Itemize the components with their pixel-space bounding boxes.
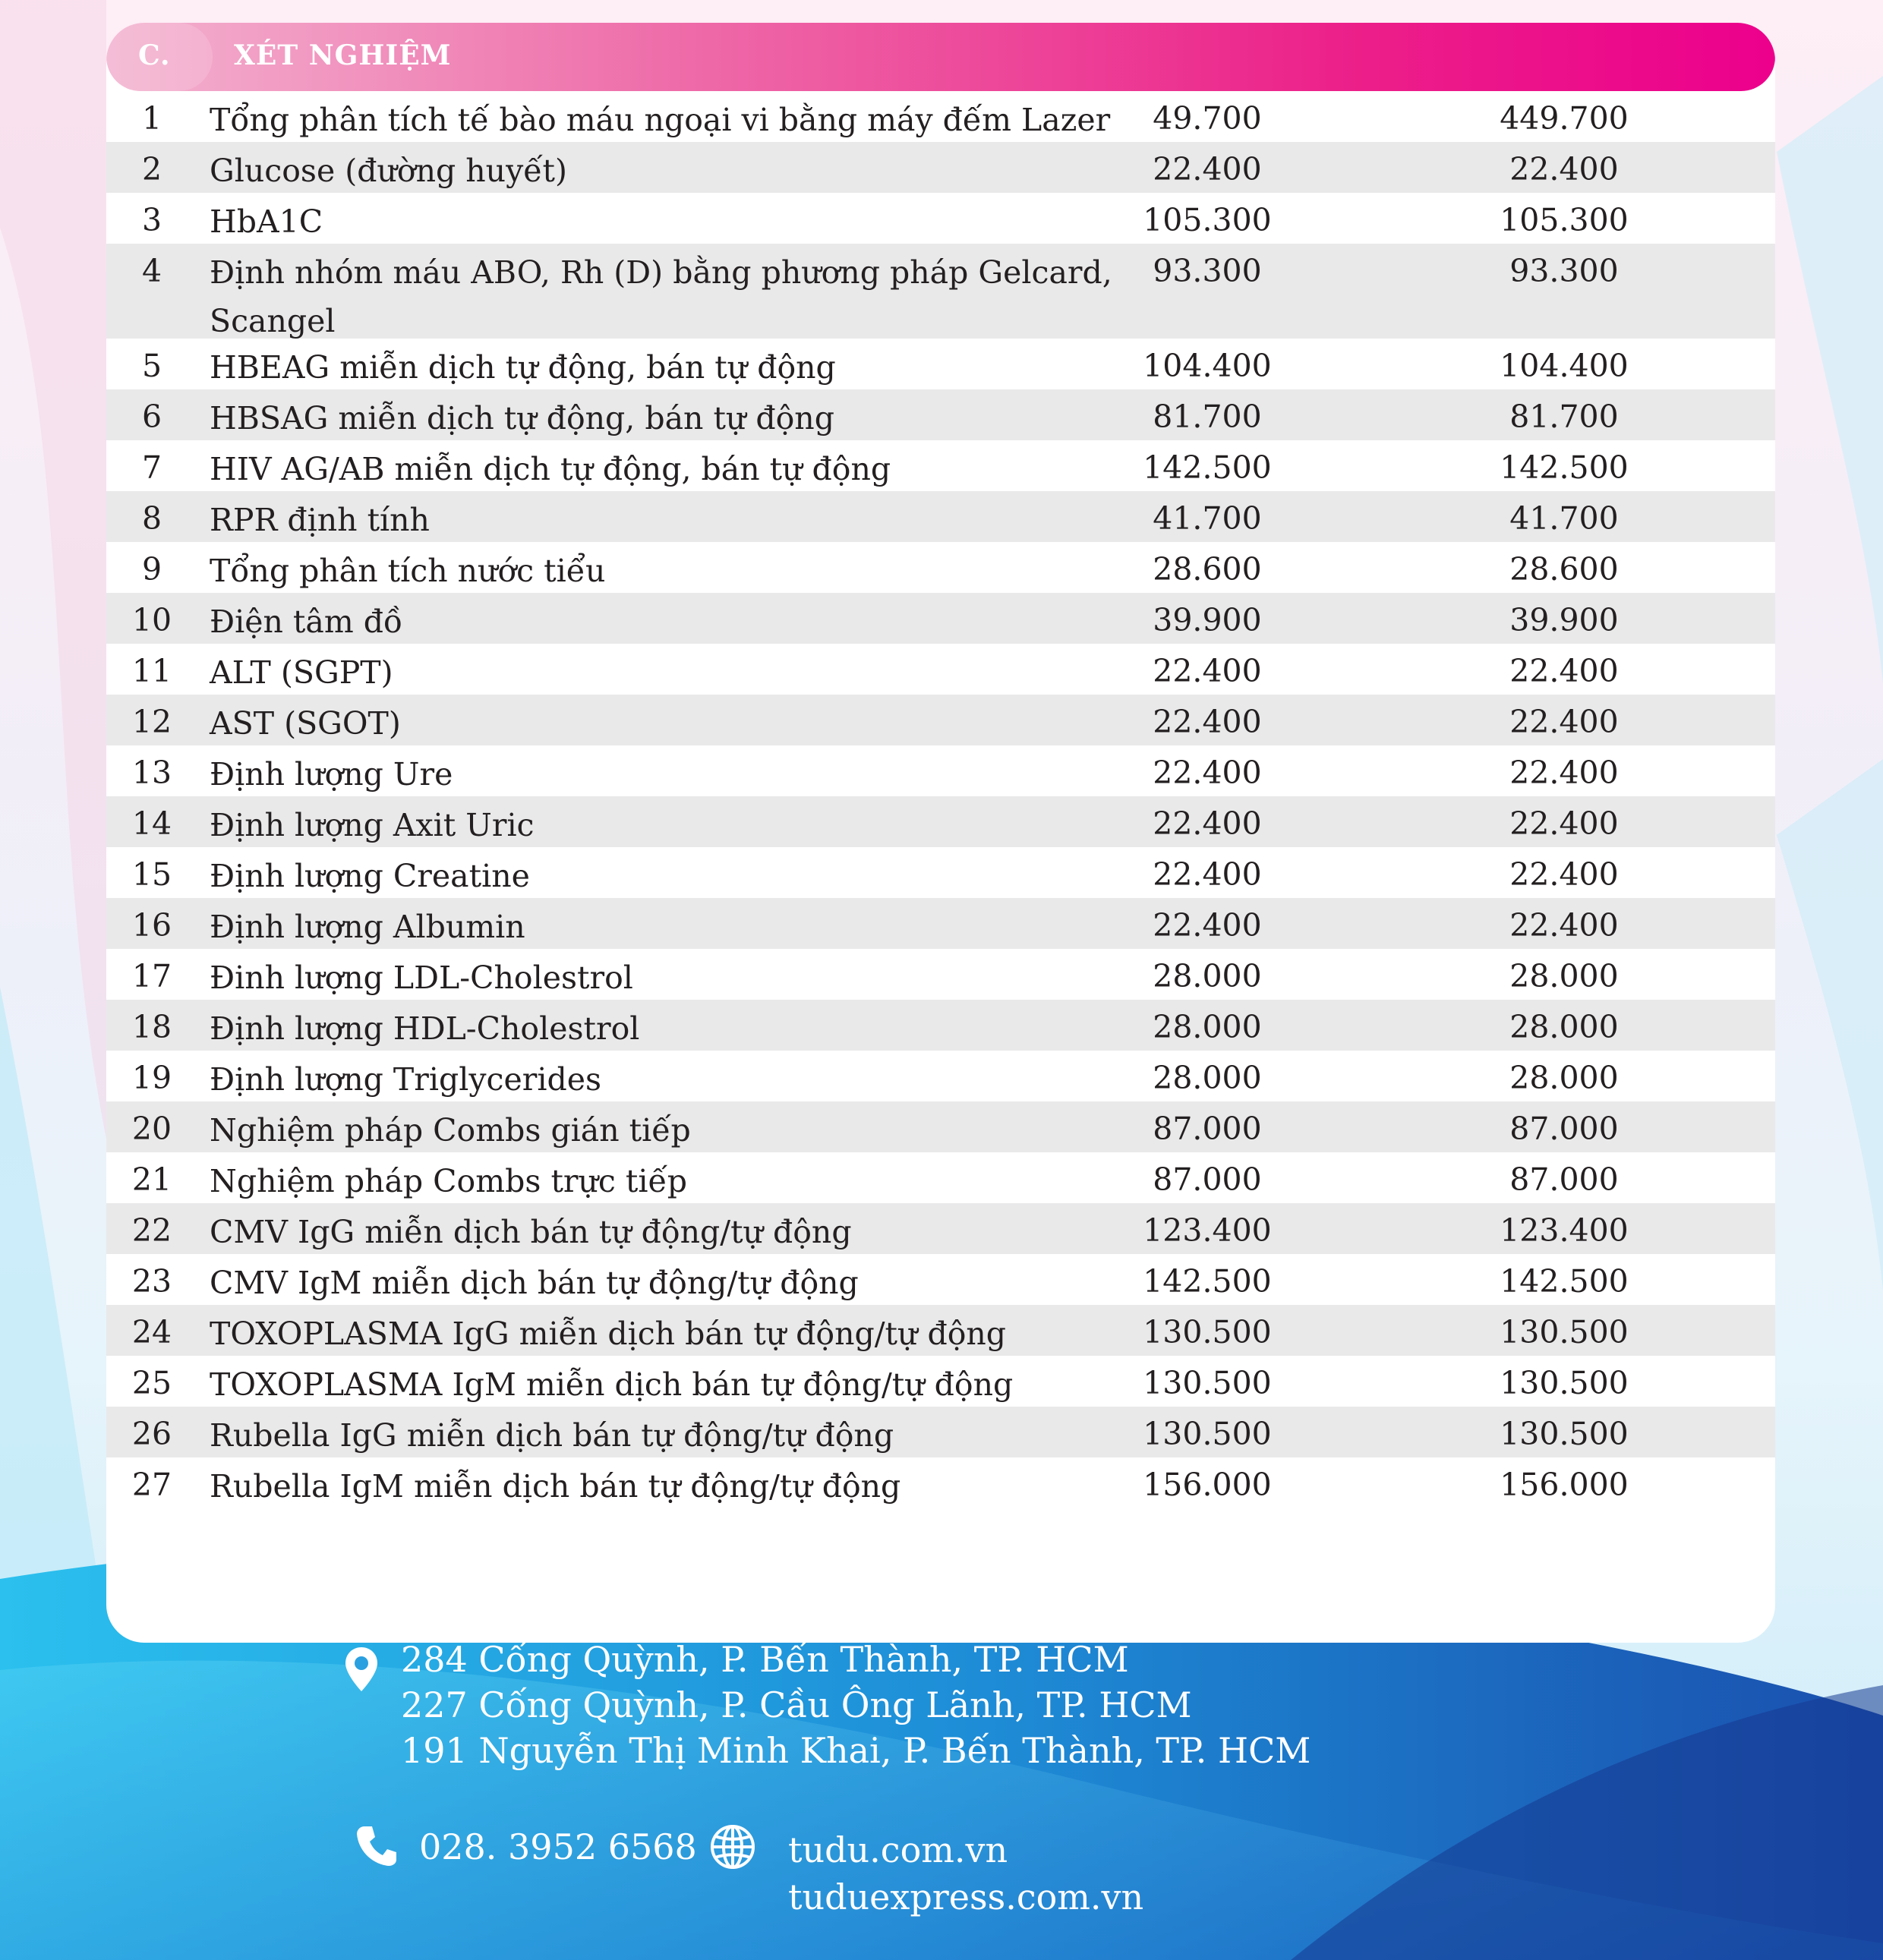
- test-name: Tổng phân tích tế bào máu ngoại vi bằng máy đếm Lazer: [210, 102, 1111, 138]
- row-number: 4: [141, 253, 162, 289]
- row-number: 14: [131, 805, 172, 842]
- price-value: 87.000: [1509, 1111, 1619, 1147]
- row-number: 25: [131, 1365, 172, 1401]
- price-value: 142.500: [1143, 1263, 1272, 1300]
- table-row: [106, 1000, 1775, 1051]
- price-value: 130.500: [1500, 1416, 1629, 1452]
- table-row: [106, 491, 1775, 542]
- row-number: 17: [131, 958, 172, 994]
- table-row: [106, 593, 1775, 644]
- row-number: 10: [131, 602, 172, 638]
- section-header: [106, 23, 1775, 91]
- test-name: HIV AG/AB miễn dịch tự động, bán tự động: [210, 451, 891, 487]
- price-value: 142.500: [1500, 1263, 1629, 1300]
- price-value: 22.400: [1509, 755, 1619, 791]
- website-link[interactable]: tuduexpress.com.vn: [788, 1876, 1144, 1917]
- phone-number[interactable]: 028. 3952 6568: [419, 1826, 697, 1867]
- test-name: CMV IgG miễn dịch bán tự động/tự động: [210, 1214, 852, 1250]
- price-value: 22.400: [1509, 653, 1619, 689]
- table-row: [106, 1305, 1775, 1356]
- price-value: 130.500: [1500, 1314, 1629, 1350]
- price-table: [106, 91, 1775, 1508]
- test-name: Định lượng HDL-Cholestrol: [210, 1010, 640, 1047]
- test-name: Nghiệm pháp Combs gián tiếp: [210, 1112, 691, 1149]
- row-number: 1: [141, 100, 162, 137]
- row-number: 16: [131, 907, 172, 944]
- price-value: 39.900: [1509, 602, 1619, 638]
- row-number: 18: [131, 1009, 172, 1045]
- table-row: [106, 244, 1775, 339]
- price-value: 49.700: [1153, 100, 1262, 137]
- price-value: 41.700: [1153, 500, 1262, 537]
- test-name: Định lượng Triglycerides: [210, 1061, 602, 1098]
- test-name: Rubella IgM miễn dịch bán tự động/tự động: [210, 1468, 901, 1505]
- test-name: Glucose (đường huyết): [210, 153, 567, 189]
- table-row: [106, 1457, 1775, 1508]
- row-number: 15: [131, 856, 172, 893]
- price-value: 41.700: [1509, 500, 1619, 537]
- table-row: [106, 1407, 1775, 1457]
- test-name: AST (SGOT): [210, 705, 401, 742]
- price-value: 81.700: [1509, 399, 1619, 435]
- price-value: 22.400: [1153, 704, 1262, 740]
- test-name: HBEAG miễn dịch tự động, bán tự động: [210, 349, 836, 386]
- table-row: [106, 644, 1775, 695]
- price-value: 28.000: [1153, 1009, 1262, 1045]
- price-value: 142.500: [1500, 449, 1629, 486]
- table-row: [106, 389, 1775, 440]
- price-value: 22.400: [1153, 653, 1262, 689]
- table-row: [106, 949, 1775, 1000]
- table-row: [106, 1254, 1775, 1305]
- test-name: Định lượng Albumin: [210, 909, 525, 945]
- row-number: 22: [131, 1212, 172, 1249]
- test-name: CMV IgM miễn dịch bán tự động/tự động: [210, 1265, 859, 1301]
- test-name: Rubella IgG miễn dịch bán tự động/tự động: [210, 1417, 894, 1454]
- row-number: 5: [141, 348, 162, 384]
- price-value: 130.500: [1500, 1365, 1629, 1401]
- test-name: ALT (SGPT): [210, 654, 393, 691]
- address-line: 227 Cống Quỳnh, P. Cầu Ông Lãnh, TP. HCM: [401, 1684, 1192, 1725]
- table-row: [106, 745, 1775, 796]
- price-value: 105.300: [1143, 202, 1272, 238]
- test-name: Nghiệm pháp Combs trực tiếp: [210, 1163, 687, 1199]
- table-row: [106, 1152, 1775, 1203]
- test-name: Định lượng Ure: [210, 756, 453, 793]
- price-value: 28.600: [1153, 551, 1262, 588]
- price-value: 87.000: [1153, 1161, 1262, 1198]
- test-name: Định lượng Creatine: [210, 858, 530, 894]
- test-name: Điện tâm đồ: [210, 603, 403, 640]
- test-name: TOXOPLASMA IgM miễn dịch bán tự động/tự động: [210, 1366, 1014, 1403]
- row-number: 9: [141, 551, 162, 588]
- price-value: 22.400: [1153, 755, 1262, 791]
- test-name: TOXOPLASMA IgG miễn dịch bán tự động/tự động: [210, 1316, 1007, 1352]
- price-value: 123.400: [1500, 1212, 1629, 1249]
- section-letter: C.: [138, 39, 171, 71]
- test-name: Định lượng Axit Uric: [210, 807, 535, 843]
- address-line: 284 Cống Quỳnh, P. Bến Thành, TP. HCM: [401, 1639, 1129, 1680]
- price-value: 22.400: [1153, 907, 1262, 944]
- row-number: 8: [141, 500, 162, 537]
- row-number: 23: [131, 1263, 172, 1300]
- price-value: 28.000: [1153, 958, 1262, 994]
- row-number: 21: [131, 1161, 172, 1198]
- price-value: 81.700: [1153, 399, 1262, 435]
- row-number: 6: [141, 399, 162, 435]
- price-value: 93.300: [1153, 253, 1262, 289]
- price-value: 156.000: [1500, 1467, 1629, 1503]
- price-value: 22.400: [1509, 151, 1619, 187]
- row-number: 12: [131, 704, 172, 740]
- price-value: 28.000: [1509, 958, 1619, 994]
- test-name: HBSAG miễn dịch tự động, bán tự động: [210, 400, 834, 436]
- price-value: 93.300: [1509, 253, 1619, 289]
- test-name: Đinh lượng LDL-Cholestrol: [210, 960, 633, 996]
- table-row: [106, 898, 1775, 949]
- price-value: 22.400: [1509, 704, 1619, 740]
- row-number: 26: [131, 1416, 172, 1452]
- price-value: 22.400: [1509, 805, 1619, 842]
- price-value: 156.000: [1143, 1467, 1272, 1503]
- row-number: 19: [131, 1060, 172, 1096]
- address-line: 191 Nguyễn Thị Minh Khai, P. Bến Thành, TP. HCM: [401, 1730, 1311, 1771]
- website-link[interactable]: tudu.com.vn: [788, 1829, 1008, 1870]
- price-value: 22.400: [1153, 856, 1262, 893]
- table-row: [106, 1203, 1775, 1254]
- row-number: 24: [131, 1314, 172, 1350]
- section-title: XÉT NGHIỆM: [234, 39, 452, 71]
- price-value: 104.400: [1143, 348, 1272, 384]
- test-name: Định nhóm máu ABO, Rh (D) bằng phương pháp Gelcard, Scangel: [210, 254, 1112, 339]
- price-value: 142.500: [1143, 449, 1272, 486]
- row-number: 13: [131, 755, 172, 791]
- price-value: 22.400: [1153, 151, 1262, 187]
- table-row: [106, 796, 1775, 847]
- row-number: 2: [141, 151, 162, 187]
- price-value: 87.000: [1509, 1161, 1619, 1198]
- test-name: Tổng phân tích nước tiểu: [210, 553, 606, 589]
- table-row: [106, 1356, 1775, 1407]
- price-value: 22.400: [1509, 907, 1619, 944]
- table-row: [106, 847, 1775, 898]
- price-value: 130.500: [1143, 1416, 1272, 1452]
- price-table-card: [106, 23, 1775, 1643]
- table-row: [106, 142, 1775, 193]
- price-value: 28.000: [1153, 1060, 1262, 1096]
- price-value: 449.700: [1500, 100, 1629, 137]
- row-number: 20: [131, 1111, 172, 1147]
- table-row: [106, 1051, 1775, 1101]
- table-row: [106, 695, 1775, 745]
- table-row: [106, 440, 1775, 491]
- price-value: 28.000: [1509, 1009, 1619, 1045]
- row-number: 7: [141, 449, 162, 486]
- price-value: 22.400: [1509, 856, 1619, 893]
- price-value: 104.400: [1500, 348, 1629, 384]
- table-row: [106, 1101, 1775, 1152]
- table-row: [106, 91, 1775, 142]
- test-name: RPR định tính: [210, 502, 430, 538]
- row-number: 11: [131, 653, 172, 689]
- price-value: 105.300: [1500, 202, 1629, 238]
- table-row: [106, 193, 1775, 244]
- price-value: 130.500: [1143, 1314, 1272, 1350]
- price-value: 22.400: [1153, 805, 1262, 842]
- price-value: 28.600: [1509, 551, 1619, 588]
- row-number: 27: [131, 1467, 172, 1503]
- test-name: HbA1C: [210, 203, 323, 240]
- row-number: 3: [141, 202, 162, 238]
- price-value: 28.000: [1509, 1060, 1619, 1096]
- table-row: [106, 542, 1775, 593]
- table-row: [106, 339, 1775, 389]
- price-value: 123.400: [1143, 1212, 1272, 1249]
- price-value: 130.500: [1143, 1365, 1272, 1401]
- price-value: 39.900: [1153, 602, 1262, 638]
- price-value: 87.000: [1153, 1111, 1262, 1147]
